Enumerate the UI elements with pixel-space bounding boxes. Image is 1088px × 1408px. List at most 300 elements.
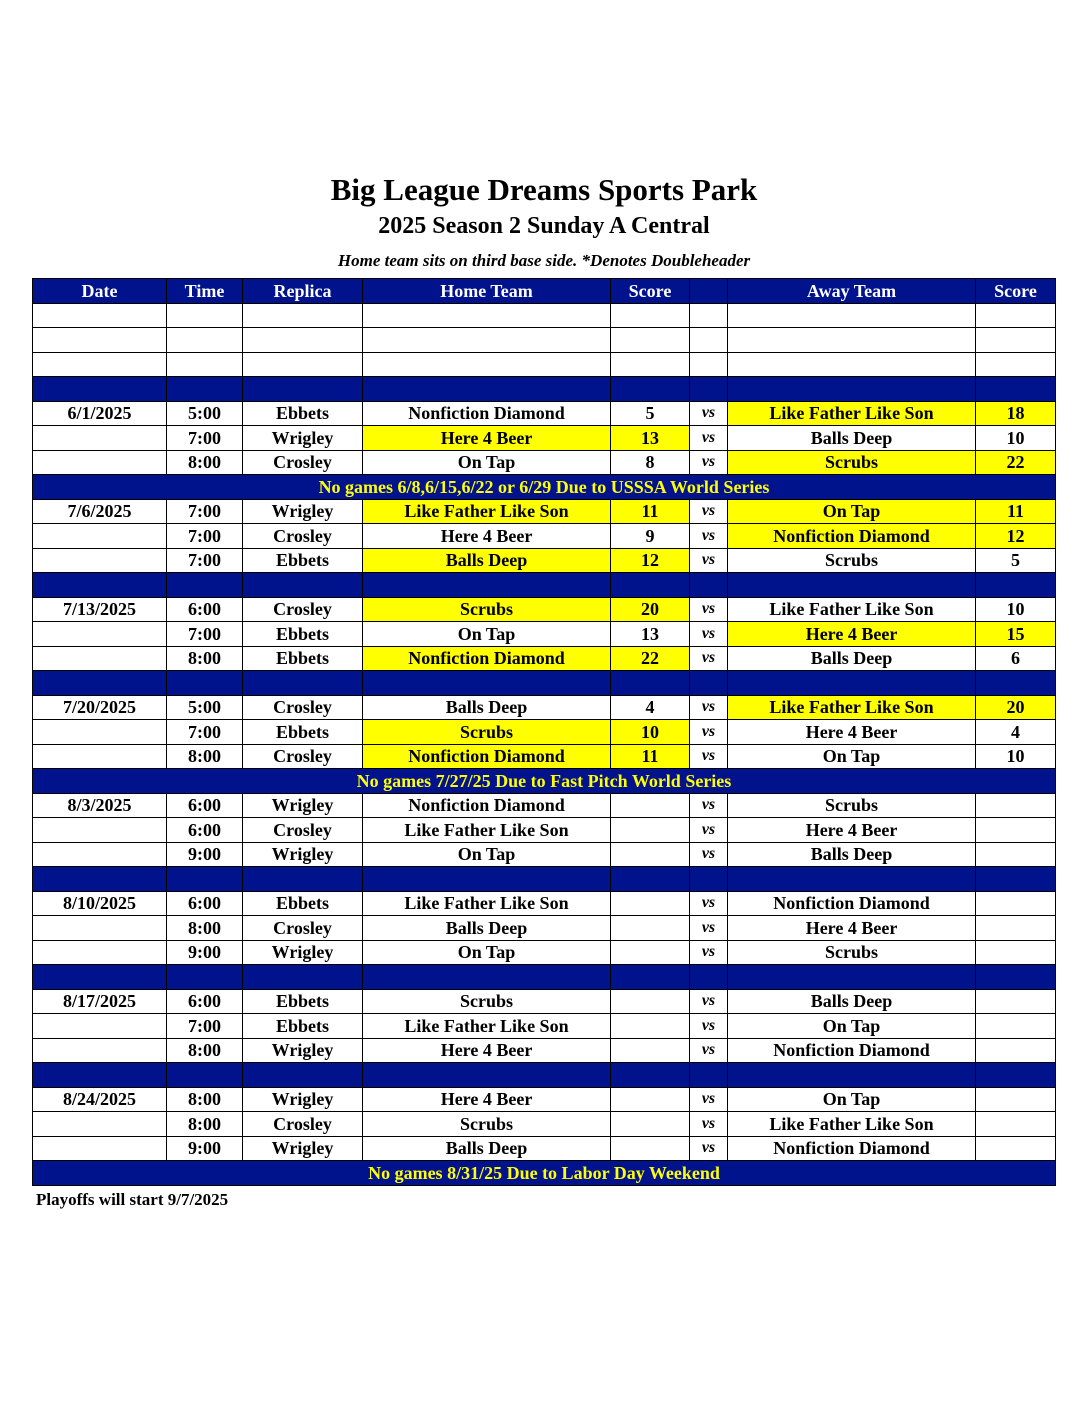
- col-header-away-score: Score: [976, 279, 1056, 304]
- game-replica: Ebbets: [243, 548, 363, 573]
- table-header-row: [33, 279, 1056, 304]
- empty-cell: [728, 377, 976, 402]
- empty-cell: [167, 965, 243, 990]
- home-score: 11: [611, 744, 690, 769]
- game-time: 7:00: [167, 426, 243, 451]
- vs-label: vs: [690, 1087, 728, 1112]
- game-time: 8:00: [167, 1038, 243, 1063]
- home-score: 10: [611, 720, 690, 745]
- game-date: 8/10/2025: [33, 891, 167, 916]
- away-score: [976, 940, 1056, 965]
- empty-cell: [363, 328, 611, 353]
- vs-label: vs: [690, 499, 728, 524]
- away-score: 12: [976, 524, 1056, 549]
- game-row: [33, 548, 1056, 573]
- away-team: Nonfiction Diamond: [728, 524, 976, 549]
- game-row: [33, 1136, 1056, 1161]
- game-row: [33, 450, 1056, 475]
- game-replica: Ebbets: [243, 720, 363, 745]
- game-date: [33, 646, 167, 671]
- empty-cell: [976, 377, 1056, 402]
- home-team: Here 4 Beer: [363, 1038, 611, 1063]
- game-date: [33, 916, 167, 941]
- empty-cell: [728, 867, 976, 892]
- empty-cell: [728, 303, 976, 328]
- game-time: 7:00: [167, 622, 243, 647]
- empty-cell: [611, 867, 690, 892]
- empty-cell: [167, 352, 243, 377]
- game-time: 7:00: [167, 1014, 243, 1039]
- home-team: Balls Deep: [363, 695, 611, 720]
- col-header-home-score: Score: [611, 279, 690, 304]
- empty-cell: [243, 1063, 363, 1088]
- game-date: [33, 1014, 167, 1039]
- home-team: Like Father Like Son: [363, 1014, 611, 1039]
- home-score: 13: [611, 426, 690, 451]
- home-score: 13: [611, 622, 690, 647]
- home-team: Scrubs: [363, 989, 611, 1014]
- empty-cell: [611, 328, 690, 353]
- away-team: Like Father Like Son: [728, 401, 976, 426]
- game-row: [33, 597, 1056, 622]
- game-row: [33, 1014, 1056, 1039]
- away-team: Nonfiction Diamond: [728, 1038, 976, 1063]
- empty-cell: [690, 352, 728, 377]
- empty-cell: [33, 328, 167, 353]
- empty-cell: [690, 1063, 728, 1088]
- vs-label: vs: [690, 450, 728, 475]
- home-score: 11: [611, 499, 690, 524]
- home-team: On Tap: [363, 622, 611, 647]
- home-score: [611, 1136, 690, 1161]
- away-score: 22: [976, 450, 1056, 475]
- game-time: 9:00: [167, 842, 243, 867]
- home-team: On Tap: [363, 450, 611, 475]
- notice-row: [33, 1161, 1056, 1186]
- game-time: 7:00: [167, 499, 243, 524]
- vs-label: vs: [690, 842, 728, 867]
- empty-cell: [976, 965, 1056, 990]
- game-row: [33, 720, 1056, 745]
- game-replica: Wrigley: [243, 1087, 363, 1112]
- away-score: [976, 1038, 1056, 1063]
- game-date: [33, 940, 167, 965]
- game-date: 7/6/2025: [33, 499, 167, 524]
- vs-label: vs: [690, 401, 728, 426]
- game-row: [33, 524, 1056, 549]
- home-team: Like Father Like Son: [363, 499, 611, 524]
- separator-row: [33, 573, 1056, 598]
- empty-cell: [690, 671, 728, 696]
- away-score: 4: [976, 720, 1056, 745]
- game-time: 6:00: [167, 818, 243, 843]
- away-team: Scrubs: [728, 793, 976, 818]
- vs-label: vs: [690, 916, 728, 941]
- vs-label: vs: [690, 622, 728, 647]
- game-replica: Wrigley: [243, 426, 363, 451]
- empty-cell: [690, 377, 728, 402]
- separator-row: [33, 671, 1056, 696]
- home-score: [611, 891, 690, 916]
- schedule-note: Home team sits on third base side. *Denotes Doubleheader: [337, 251, 751, 270]
- home-team: Nonfiction Diamond: [363, 646, 611, 671]
- empty-cell: [728, 352, 976, 377]
- col-header-vs: [690, 279, 728, 304]
- game-replica: Crosley: [243, 695, 363, 720]
- separator-row: [33, 867, 1056, 892]
- vs-label: vs: [690, 793, 728, 818]
- empty-cell: [976, 328, 1056, 353]
- home-score: [611, 1038, 690, 1063]
- game-date: 6/1/2025: [33, 401, 167, 426]
- game-replica: Ebbets: [243, 1014, 363, 1039]
- home-team: Balls Deep: [363, 916, 611, 941]
- away-score: [976, 1014, 1056, 1039]
- game-time: 5:00: [167, 401, 243, 426]
- away-score: [976, 1087, 1056, 1112]
- game-time: 6:00: [167, 891, 243, 916]
- col-header-replica: Replica: [243, 279, 363, 304]
- home-team: On Tap: [363, 940, 611, 965]
- empty-cell: [976, 867, 1056, 892]
- game-time: 6:00: [167, 989, 243, 1014]
- home-team: Like Father Like Son: [363, 818, 611, 843]
- notice-text: No games 6/8,6/15,6/22 or 6/29 Due to USSSA World Series: [33, 475, 1056, 500]
- home-team: Balls Deep: [363, 1136, 611, 1161]
- schedule-table: [32, 278, 1056, 1186]
- away-team: Like Father Like Son: [728, 695, 976, 720]
- away-team: Nonfiction Diamond: [728, 891, 976, 916]
- notice-row: [33, 769, 1056, 794]
- game-date: 7/13/2025: [33, 597, 167, 622]
- away-score: 11: [976, 499, 1056, 524]
- game-date: 8/3/2025: [33, 793, 167, 818]
- vs-label: vs: [690, 989, 728, 1014]
- schedule-body: [33, 303, 1056, 1185]
- away-score: 10: [976, 597, 1056, 622]
- home-team: Scrubs: [363, 597, 611, 622]
- empty-cell: [363, 671, 611, 696]
- vs-label: vs: [690, 524, 728, 549]
- away-team: Balls Deep: [728, 426, 976, 451]
- empty-cell: [167, 573, 243, 598]
- away-score: 10: [976, 426, 1056, 451]
- col-header-home-team: Home Team: [363, 279, 611, 304]
- game-time: 6:00: [167, 793, 243, 818]
- empty-cell: [690, 965, 728, 990]
- vs-label: vs: [690, 426, 728, 451]
- empty-cell: [363, 573, 611, 598]
- away-team: Scrubs: [728, 940, 976, 965]
- away-score: [976, 1112, 1056, 1137]
- home-score: [611, 1112, 690, 1137]
- playoffs-note: Playoffs will start 9/7/2025: [36, 1190, 229, 1209]
- home-team: Like Father Like Son: [363, 891, 611, 916]
- home-score: [611, 1014, 690, 1039]
- away-score: [976, 818, 1056, 843]
- game-row: [33, 646, 1056, 671]
- game-time: 7:00: [167, 524, 243, 549]
- game-replica: Wrigley: [243, 499, 363, 524]
- notice-text: No games 8/31/25 Due to Labor Day Weekend: [33, 1161, 1056, 1186]
- game-row: [33, 842, 1056, 867]
- game-replica: Ebbets: [243, 401, 363, 426]
- game-replica: Ebbets: [243, 646, 363, 671]
- empty-cell: [243, 352, 363, 377]
- away-team: Here 4 Beer: [728, 720, 976, 745]
- away-team: Balls Deep: [728, 842, 976, 867]
- home-score: 8: [611, 450, 690, 475]
- away-score: 6: [976, 646, 1056, 671]
- game-replica: Crosley: [243, 818, 363, 843]
- game-row: [33, 916, 1056, 941]
- away-score: 15: [976, 622, 1056, 647]
- home-score: [611, 818, 690, 843]
- home-score: [611, 916, 690, 941]
- empty-cell: [611, 303, 690, 328]
- away-score: [976, 891, 1056, 916]
- empty-cell: [167, 303, 243, 328]
- game-date: [33, 426, 167, 451]
- game-date: [33, 818, 167, 843]
- away-team: Scrubs: [728, 450, 976, 475]
- empty-cell: [363, 303, 611, 328]
- game-date: 8/17/2025: [33, 989, 167, 1014]
- empty-cell: [243, 671, 363, 696]
- separator-row: [33, 377, 1056, 402]
- away-team: Nonfiction Diamond: [728, 1136, 976, 1161]
- empty-cell: [728, 1063, 976, 1088]
- vs-label: vs: [690, 646, 728, 671]
- empty-cell: [243, 377, 363, 402]
- game-time: 9:00: [167, 1136, 243, 1161]
- home-score: [611, 842, 690, 867]
- away-team: On Tap: [728, 1087, 976, 1112]
- empty-cell: [690, 867, 728, 892]
- game-date: [33, 1112, 167, 1137]
- empty-cell: [243, 328, 363, 353]
- empty-cell: [363, 1063, 611, 1088]
- empty-cell: [728, 328, 976, 353]
- away-team: Like Father Like Son: [728, 597, 976, 622]
- home-team: Balls Deep: [363, 548, 611, 573]
- home-score: [611, 989, 690, 1014]
- game-replica: Crosley: [243, 450, 363, 475]
- home-score: 22: [611, 646, 690, 671]
- empty-cell: [976, 573, 1056, 598]
- vs-label: vs: [690, 891, 728, 916]
- game-replica: Crosley: [243, 597, 363, 622]
- game-date: [33, 720, 167, 745]
- home-team: Here 4 Beer: [363, 426, 611, 451]
- game-replica: Ebbets: [243, 622, 363, 647]
- empty-cell: [611, 671, 690, 696]
- away-score: 20: [976, 695, 1056, 720]
- game-date: [33, 622, 167, 647]
- game-time: 8:00: [167, 916, 243, 941]
- empty-cell: [363, 352, 611, 377]
- empty-cell: [33, 671, 167, 696]
- col-header-time: Time: [167, 279, 243, 304]
- empty-cell: [167, 867, 243, 892]
- game-time: 6:00: [167, 597, 243, 622]
- game-replica: Wrigley: [243, 1038, 363, 1063]
- game-time: 5:00: [167, 695, 243, 720]
- game-replica: Crosley: [243, 744, 363, 769]
- home-team: Nonfiction Diamond: [363, 744, 611, 769]
- empty-cell: [690, 573, 728, 598]
- game-date: [33, 842, 167, 867]
- empty-cell: [363, 377, 611, 402]
- home-team: Nonfiction Diamond: [363, 793, 611, 818]
- empty-cell: [690, 303, 728, 328]
- game-time: 8:00: [167, 1087, 243, 1112]
- vs-label: vs: [690, 818, 728, 843]
- home-team: Scrubs: [363, 1112, 611, 1137]
- empty-cell: [167, 1063, 243, 1088]
- empty-cell: [33, 352, 167, 377]
- empty-cell: [611, 965, 690, 990]
- away-score: [976, 1136, 1056, 1161]
- game-replica: Crosley: [243, 524, 363, 549]
- vs-label: vs: [690, 1112, 728, 1137]
- vs-label: vs: [690, 1136, 728, 1161]
- game-row: [33, 793, 1056, 818]
- away-score: [976, 916, 1056, 941]
- game-time: 7:00: [167, 548, 243, 573]
- home-score: 9: [611, 524, 690, 549]
- game-date: 7/20/2025: [33, 695, 167, 720]
- game-row: [33, 989, 1056, 1014]
- away-team: On Tap: [728, 1014, 976, 1039]
- away-score: [976, 842, 1056, 867]
- empty-cell: [728, 965, 976, 990]
- game-row: [33, 1112, 1056, 1137]
- notice-row: [33, 475, 1056, 500]
- empty-cell: [243, 303, 363, 328]
- vs-label: vs: [690, 940, 728, 965]
- vs-label: vs: [690, 720, 728, 745]
- away-score: 10: [976, 744, 1056, 769]
- empty-cell: [363, 867, 611, 892]
- empty-cell: [611, 377, 690, 402]
- blank-row: [33, 328, 1056, 353]
- empty-cell: [33, 1063, 167, 1088]
- game-time: 8:00: [167, 1112, 243, 1137]
- game-date: [33, 744, 167, 769]
- col-header-date: Date: [33, 279, 167, 304]
- notice-text: No games 7/27/25 Due to Fast Pitch World Series: [33, 769, 1056, 794]
- vs-label: vs: [690, 548, 728, 573]
- empty-cell: [611, 573, 690, 598]
- game-time: 9:00: [167, 940, 243, 965]
- separator-row: [33, 965, 1056, 990]
- home-score: [611, 793, 690, 818]
- home-score: 5: [611, 401, 690, 426]
- game-date: 8/24/2025: [33, 1087, 167, 1112]
- away-score: 5: [976, 548, 1056, 573]
- game-date: [33, 1136, 167, 1161]
- home-score: [611, 1087, 690, 1112]
- game-replica: Wrigley: [243, 842, 363, 867]
- empty-cell: [33, 867, 167, 892]
- game-date: [33, 548, 167, 573]
- game-date: [33, 1038, 167, 1063]
- game-row: [33, 818, 1056, 843]
- away-team: Here 4 Beer: [728, 818, 976, 843]
- game-row: [33, 426, 1056, 451]
- away-team: Here 4 Beer: [728, 916, 976, 941]
- away-team: Scrubs: [728, 548, 976, 573]
- away-team: On Tap: [728, 499, 976, 524]
- col-header-away-team: Away Team: [728, 279, 976, 304]
- home-team: Nonfiction Diamond: [363, 401, 611, 426]
- empty-cell: [728, 573, 976, 598]
- game-row: [33, 1087, 1056, 1112]
- away-score: [976, 793, 1056, 818]
- empty-cell: [976, 352, 1056, 377]
- empty-cell: [33, 377, 167, 402]
- blank-row: [33, 303, 1056, 328]
- empty-cell: [611, 352, 690, 377]
- game-date: [33, 450, 167, 475]
- season-subtitle: 2025 Season 2 Sunday A Central: [378, 213, 710, 239]
- empty-cell: [33, 573, 167, 598]
- away-team: Here 4 Beer: [728, 622, 976, 647]
- empty-cell: [243, 573, 363, 598]
- away-team: Balls Deep: [728, 646, 976, 671]
- game-replica: Ebbets: [243, 891, 363, 916]
- game-row: [33, 891, 1056, 916]
- game-replica: Crosley: [243, 1112, 363, 1137]
- empty-cell: [243, 965, 363, 990]
- page-title: Big League Dreams Sports Park: [330, 172, 758, 207]
- game-row: [33, 940, 1056, 965]
- empty-cell: [167, 377, 243, 402]
- home-team: Here 4 Beer: [363, 1087, 611, 1112]
- empty-cell: [976, 303, 1056, 328]
- game-row: [33, 499, 1056, 524]
- home-score: 20: [611, 597, 690, 622]
- empty-cell: [33, 303, 167, 328]
- vs-label: vs: [690, 1038, 728, 1063]
- home-score: [611, 940, 690, 965]
- game-date: [33, 524, 167, 549]
- away-team: Like Father Like Son: [728, 1112, 976, 1137]
- separator-row: [33, 1063, 1056, 1088]
- empty-cell: [167, 671, 243, 696]
- home-score: 12: [611, 548, 690, 573]
- vs-label: vs: [690, 744, 728, 769]
- game-time: 8:00: [167, 450, 243, 475]
- game-row: [33, 744, 1056, 769]
- empty-cell: [728, 671, 976, 696]
- away-team: On Tap: [728, 744, 976, 769]
- away-team: Balls Deep: [728, 989, 976, 1014]
- home-team: Here 4 Beer: [363, 524, 611, 549]
- empty-cell: [243, 867, 363, 892]
- game-row: [33, 622, 1056, 647]
- away-score: 18: [976, 401, 1056, 426]
- empty-cell: [976, 671, 1056, 696]
- vs-label: vs: [690, 1014, 728, 1039]
- game-replica: Wrigley: [243, 1136, 363, 1161]
- empty-cell: [167, 328, 243, 353]
- game-row: [33, 695, 1056, 720]
- empty-cell: [611, 1063, 690, 1088]
- empty-cell: [690, 328, 728, 353]
- game-time: 7:00: [167, 720, 243, 745]
